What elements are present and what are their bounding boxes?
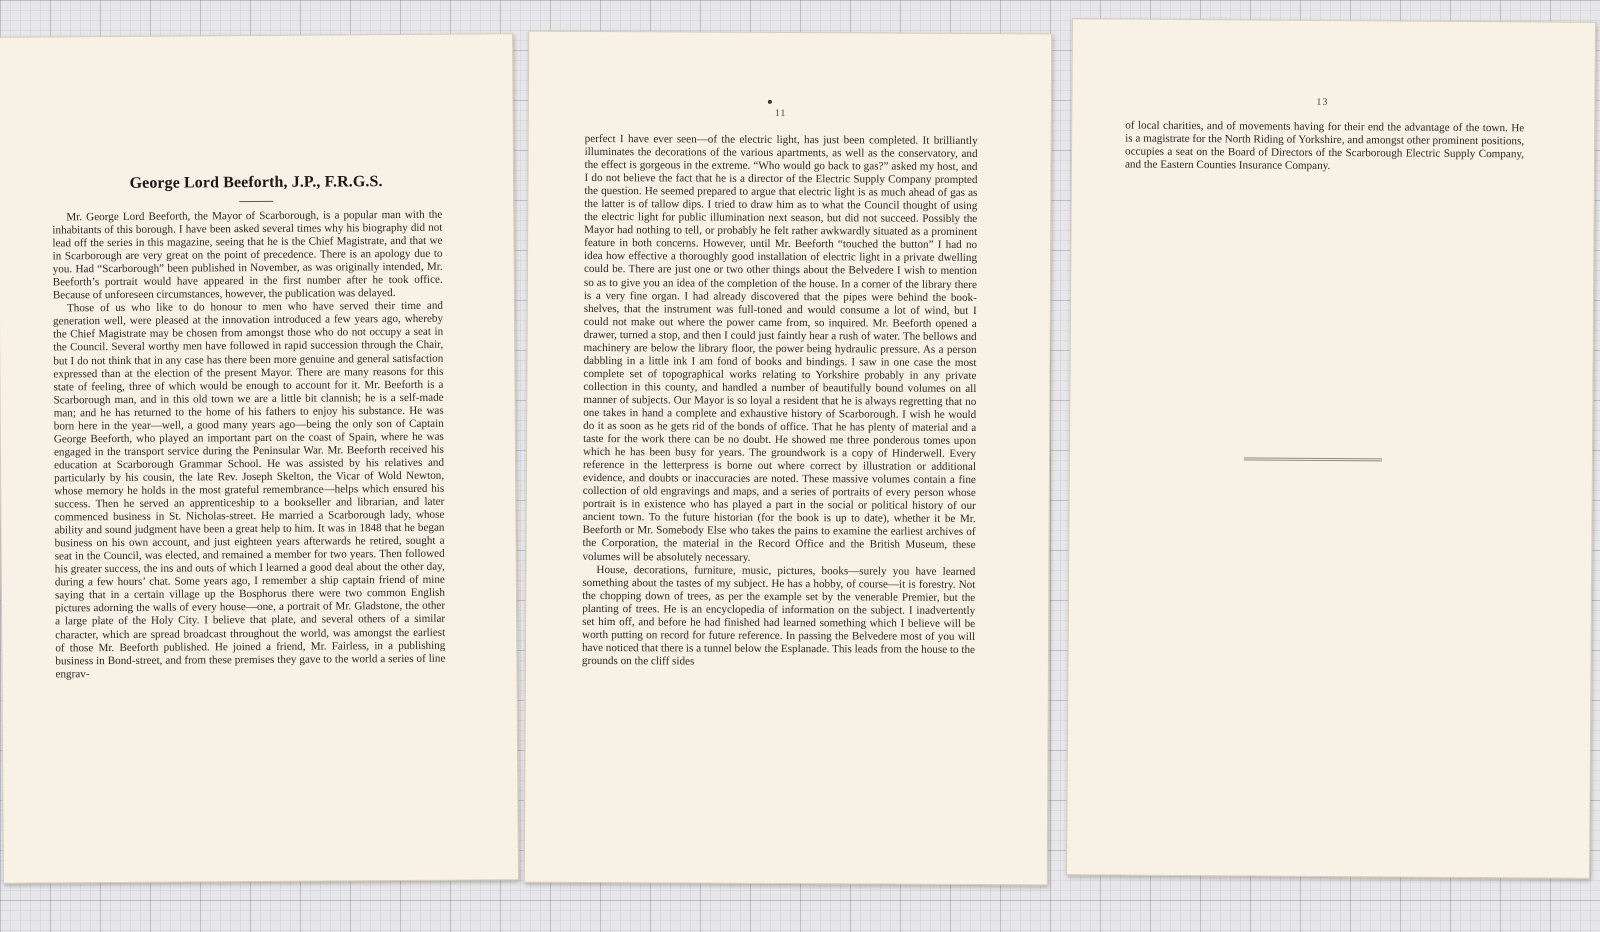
paragraph: of local charities, and of movements having for their end the advantage of the town. He is a magistrate for the North Riding of Yorkshire, and amongst other prominent positions, occupies a seat on the Board of Directors of the Scarborough Electric Supply Company, and the Eastern Counties Insurance Company. — [1124, 119, 1525, 173]
left-page-sheet — [0, 33, 519, 884]
paragraph: Mr. George Lord Beeforth, the Mayor of Scarborough, is a popular man with the inhabitants of this borough. I have been asked several times why his biography did not lead off the series in this magazine, seeing that he is the Chief Magistrate, and that we in Scarborough are very great on the point of precedence. There is an apology due to you. Had “Scarborough” been published in November, as was originally intended, Mr. Beeforth’s portrait would have appeared in the first number after he took office. Because of unforeseen circumstances, however, the publication was delayed. — [52, 208, 443, 302]
article-title: George Lord Beeforth, J.P., F.R.G.S. — [129, 173, 383, 192]
page-number: 13 — [1316, 96, 1329, 108]
ink-mark — [768, 100, 772, 104]
title-divider — [239, 201, 273, 202]
middle-page-sheet — [524, 31, 1052, 886]
page-number: 11 — [774, 107, 787, 119]
right-page-sheet — [1066, 18, 1596, 879]
paragraph: Those of us who like to do honour to men who have served their time and generation well, were pleased at the innovation introduced a few years ago, whereby the Chief Magistrate may be chosen from amongst those who do not occupy a seat in the Council. Several worthy men have followed in rapid succession through the Chair, but I do not think that in any case has there been more genuine and general satisfaction expressed than at the election of the present Mayor. There are many reasons for this state of feeling, three of which would be enough to account for it. Mr. Beeforth is a Scarborough man, and in this old town we are a little bit clannish; he is a self-made man; and he has returned to the home of his fathers to enjoy his substance. He was born here in the year—well, a good many years ago—being the only son of Captain George Beeforth, who played an important part on the coast of Spain, where he was engaged in the transport service during the Peninsular War. Mr. Beeforth received his education at Scarborough Grammar School. He was assisted by his relatives and particularly by his cousin, the late Rev. Joseph Skelton, the Vicar of Wold Newton, whose memory he holds in the most grateful remembrance—helps which ensured his success. Then he served an apprenticeship to a bookseller and librarian, and later commenced business in St. Nicholas-street. He married a Scarborough lady, whose ability and sound judgment have been a great help to him. It was in 1848 that he began business on his own account, and just eighteen years afterwards he retired, sought a seat in the Council, was elected, and remained a member for two years. Then followed his greater success, the ins and outs of which I learned a good deal about the other day, during a few hours’ chat. Some years ago, I remember a ship captain friend of mine saying that in a certain village up the Bosphorus there were two common English pictures adorning the walls of every house—one, a portrait of Mr. Gladstone, the other a large plate of the Holy City. I believe that plate, and several others of a similar character, which are spread broadcast throughout the world, was amongst the earliest of those Mr. Beeforth published. He joined a friend, Mr. Fairless, in a publishing business in Bond-street, and from these premises they gave to the world a series of line engrav- — [52, 300, 446, 681]
paragraph: House, decorations, furniture, music, pictures, books—surely you have learned something about the tastes of my subject. He has a hobby, of course—it is forestry. Not the chopping down of trees, as per the example set by the venerable Premier, but the planting of trees. He is an encyclopedia of information on the subject. I inadvertently set him off, and before he had finished had learned something which I believe will be worth putting on record for future reference. In passing the Belvedere most of you will have noticed that there is a tunnel below the Esplanade. This leads from the house to the grounds on the cliff sides — [581, 563, 976, 668]
middle-page-body — [582, 133, 978, 670]
end-divider — [1244, 457, 1382, 461]
paragraph: perfect I have ever seen—of the electric light, has just been completed. It brilliantly illuminates the decorations of the various apartments, as well as the conservatory, and the effect is gorgeous in the extreme. “Who would go back to gas?” asked my host, and I do not believe the fact that he is a director of the Electric Supply Company prompted the question. He seemed prepared to argue that electric light is as much ahead of gas as the latter is of tallow dips. I tried to draw him as to what the Council thought of using the electric light for public illumination next season, but did not succeed. Possibly the Mayor had nothing to tell, or probably he felt rather awkwardly situated as a prominent feature in both concerns. However, until Mr. Beeforth “touched the button” I had no idea how effective a thoroughly good installation of electric light in a private dwelling could be. There are just one or two other things about the Belvedere I wish to mention so as to give you an idea of the completion of the house. In a corner of the library there is a very fine organ. I had already discovered that the pipes were behind the book-shelves, that the instrument was full-toned and would consume a lot of wind, but I could not make out where the power came from, so inquired. Mr. Beeforth opened a drawer, turned a stop, and then I could just faintly hear a rush of water. The bellows and machinery are below the library floor, the power being hydraulic pressure. As a person dabbling in a little ink I am fond of books and bindings. I saw in one case the most complete set of topographical works relating to Yorkshire probably in any private collection in this county, and handled a number of beautifully bound volumes on all manner of subjects. Our Mayor is so loyal a resident that he is always regretting that no one takes in hand a complete and exhaustive history of Scarborough. I wish he would do it as soon as he gets rid of the bonds of office. That he has plenty of material and a taste for the work there can be no doubt. He showed me three ponderous tomes upon which he has been busy for years. The groundwork is a copy of Hinderwell. Every reference in the letterpress is borne out where correct by illustration or additional evidence, and doubts or inaccuracies are noted. These massive volumes contain a fine collection of old engravings and maps, and a series of portraits of every person whose portrait is in existence who has played a part in the social or political history of our ancient town. To the future historian (for the book is up to date), whether it be Mr. Beeforth or Mr. Somebody Else who takes the pains to examine the earliest archives of the Corporation, the material in the Record Office and the British Museum, these volumes will be absolutely necessary. — [582, 132, 978, 564]
left-page-body — [52, 209, 445, 681]
right-page-body — [1125, 120, 1524, 175]
